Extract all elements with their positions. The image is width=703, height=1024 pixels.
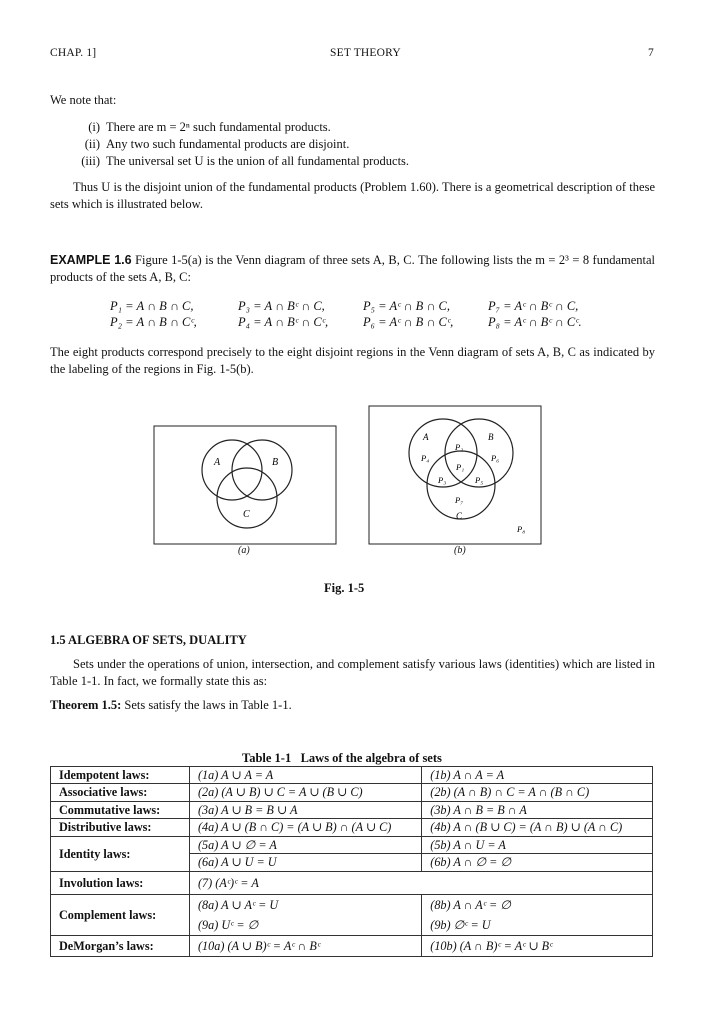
universe-box-a	[154, 426, 336, 544]
table-row	[51, 836, 653, 853]
figure-title: Fig. 1-5	[324, 581, 365, 595]
label-c: C	[243, 509, 250, 520]
note-item: (i) There are m = 2ⁿ such fundamental products.	[88, 120, 331, 134]
running-head-chapter: CHAP. 1]	[50, 47, 97, 59]
label-p4: P₄	[421, 453, 430, 463]
label-a: A	[423, 432, 429, 442]
law-b: (2b) (A ∩ B) ∩ C = A ∩ (B ∩ C)	[422, 784, 653, 801]
table-row	[51, 871, 653, 894]
venn-diagram-a	[150, 420, 340, 550]
row-label: Complement laws:	[51, 894, 190, 935]
row-label: Identity laws:	[51, 836, 190, 871]
universe-box-b	[369, 406, 541, 544]
row-label: Involution laws:	[51, 871, 190, 894]
table-row	[51, 767, 653, 784]
example-label: EXAMPLE 1.6	[50, 253, 132, 267]
theorem	[50, 697, 292, 714]
caption-b: (b)	[454, 545, 466, 556]
law-a: (7) (Aᶜ)ᶜ = A	[190, 871, 653, 894]
law-a: (10a) (A ∪ B)ᶜ = Aᶜ ∩ Bᶜ	[190, 935, 422, 956]
thus-paragraph: Thus U is the disjoint union of the fundamental products (Problem 1.60). There is a geometrical description of these sets which is illustrated below.	[50, 180, 655, 211]
law-a: (5a) A ∪ ∅ = A	[190, 836, 422, 853]
label-p8: P₈	[517, 524, 526, 534]
note-item: (iii) The universal set U is the union of all fundamental products.	[81, 153, 410, 168]
law-b: (10b) (A ∩ B)ᶜ = Aᶜ ∪ Bᶜ	[422, 935, 653, 956]
products-row-2: P₂ = A ∩ B ∩ Cᶜ, P₄ = A ∩ Bᶜ ∩ Cᶜ, P₆ = Aᶜ ∩ B ∩ Cᶜ, P₈ = Aᶜ ∩ Bᶜ ∩ Cᶜ.	[110, 315, 582, 329]
note-item: (ii) Any two such fundamental products are disjoint.	[84, 136, 350, 151]
label-a: A	[214, 457, 221, 468]
law-a: (3a) A ∪ B = B ∪ A	[190, 801, 422, 818]
theorem-label: Theorem 1.5:	[50, 698, 122, 712]
intro-text: We note that:	[50, 93, 117, 107]
notes-list	[78, 119, 638, 170]
label-p5: P₅	[475, 475, 484, 485]
caption-a: (a)	[238, 545, 250, 556]
section-heading: 1.5 ALGEBRA OF SETS, DUALITY	[50, 633, 247, 647]
row-label: DeMorgan’s laws:	[51, 935, 190, 956]
label-c: C	[456, 511, 463, 521]
law-b: (1b) A ∩ A = A	[422, 767, 653, 784]
example-text: Figure 1-5(a) is the Venn diagram of three sets A, B, C. The following lists the m = 2³ = 8 fundamental products of the sets A, B, C:	[50, 253, 656, 284]
running-head-title: SET THEORY	[330, 47, 401, 59]
example-after-text: The eight products correspond precisely to the eight disjoint regions in the Venn diagram of sets A, B, C as indicated by the labeling of the regions in Fig. 1-5(b).	[50, 345, 655, 376]
table-row	[51, 801, 653, 818]
law-b: (6b) A ∩ ∅ = ∅	[422, 854, 653, 871]
law-b: (8b) A ∩ Aᶜ = ∅	[422, 894, 653, 915]
table-row	[51, 784, 653, 801]
table-row	[51, 935, 653, 956]
law-a: (1a) A ∪ A = A	[190, 767, 422, 784]
label-p6: P₆	[491, 453, 500, 463]
label-p3: P₃	[438, 475, 447, 485]
law-b: (9b) ∅ᶜ = U	[422, 915, 653, 936]
label-p1: P₁	[456, 462, 465, 472]
label-b: B	[488, 432, 494, 442]
law-b: (3b) A ∩ B = B ∩ A	[422, 801, 653, 818]
law-b: (4b) A ∩ (B ∪ C) = (A ∩ B) ∪ (A ∩ C)	[422, 819, 653, 836]
row-label: Associative laws:	[51, 784, 190, 801]
law-a: (6a) A ∪ U = U	[190, 854, 422, 871]
section-paragraph: Sets under the operations of union, intersection, and complement satisfy various laws (identities) which are listed in Table 1-1. In fact, we formally state this as:	[50, 657, 655, 688]
theorem-text: Sets satisfy the laws in Table 1-1.	[124, 698, 292, 712]
row-label: Distributive laws:	[51, 819, 190, 836]
page-number: 7	[648, 47, 654, 59]
label-b: B	[272, 457, 279, 468]
label-p7: P₇	[455, 495, 464, 505]
example-paragraph	[50, 252, 655, 286]
row-label: Commutative laws:	[51, 801, 190, 818]
law-a: (4a) A ∪ (B ∩ C) = (A ∪ B) ∩ (A ∪ C)	[190, 819, 422, 836]
law-b: (5b) A ∩ U = A	[422, 836, 653, 853]
label-p2: P₂	[455, 442, 464, 452]
table-row	[51, 894, 653, 915]
table-caption: Table 1-1 Laws of the algebra of sets	[242, 751, 442, 765]
row-label: Idempotent laws:	[51, 767, 190, 784]
table-row	[51, 819, 653, 836]
venn-diagram-b	[365, 403, 545, 548]
law-a: (9a) Uᶜ = ∅	[190, 915, 422, 936]
laws-table	[50, 766, 653, 957]
law-a: (8a) A ∪ Aᶜ = U	[190, 894, 422, 915]
law-a: (2a) (A ∪ B) ∪ C = A ∪ (B ∪ C)	[190, 784, 422, 801]
products-row-1: P₁ = A ∩ B ∩ C, P₃ = A ∩ Bᶜ ∩ C, P₅ = Aᶜ ∩ B ∩ C, P₇ = Aᶜ ∩ Bᶜ ∩ C,	[110, 299, 579, 313]
